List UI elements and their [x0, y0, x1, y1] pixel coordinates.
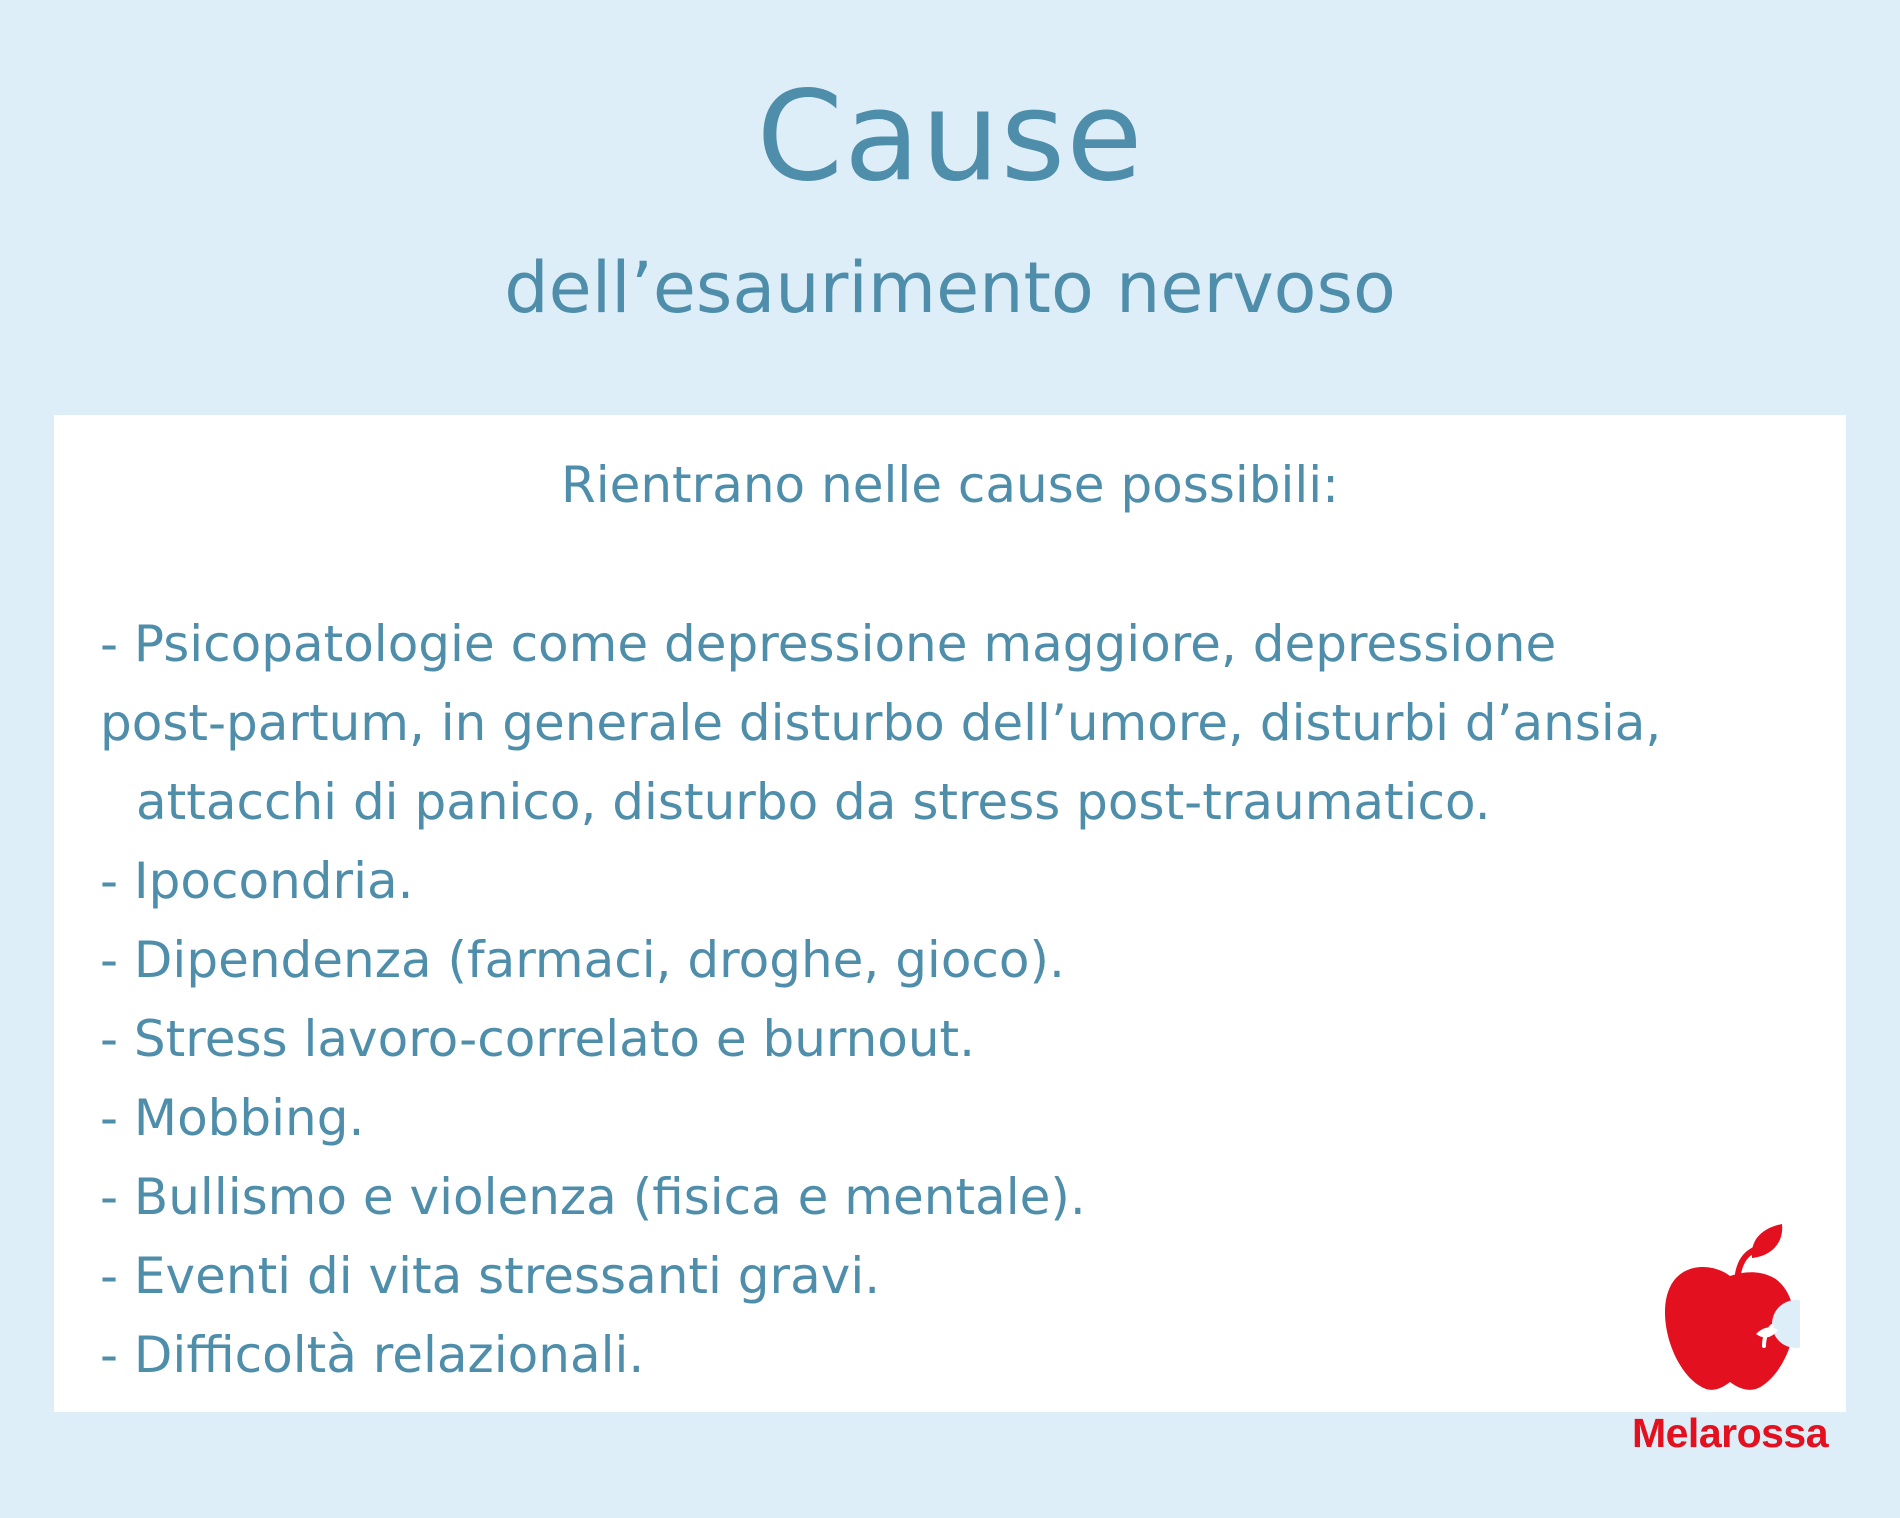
page-title: Cause: [756, 65, 1144, 209]
list-item-line: - Difficoltà relazionali.: [100, 1326, 645, 1384]
list-item: [100, 921, 1800, 1000]
list-item: [100, 1158, 1800, 1237]
list-item-line: - Ipocondria.: [100, 852, 414, 910]
list-item-line: - Stress lavoro-correlato e burnout.: [100, 1010, 976, 1068]
causes-intro: Rientrano nelle cause possibili:: [560, 456, 1340, 514]
list-item: [100, 1316, 1800, 1395]
list-item-line: - Mobbing.: [100, 1089, 365, 1147]
list-item: [100, 1000, 1800, 1079]
list-item-line: attacchi di panico, disturbo da stress post-traumatico.: [136, 773, 1491, 831]
list-item-line: - Bullismo e violenza (fisica e mentale).: [100, 1168, 1086, 1226]
red-apple-logo-icon: [1660, 1222, 1800, 1392]
brand-logo: [1610, 1222, 1850, 1472]
list-item-line: - Eventi di vita stressanti gravi.: [100, 1247, 881, 1305]
page-subtitle: dell’esaurimento nervoso: [504, 247, 1396, 329]
list-item-line: post-partum, in generale disturbo dell’umore, disturbi d’ansia,: [100, 694, 1662, 752]
list-item-line: - Dipendenza (farmaci, droghe, gioco).: [100, 931, 1065, 989]
causes-card: [54, 415, 1846, 1412]
list-item: [100, 605, 1800, 842]
list-item-line: - Psicopatologie come depressione maggiore, depressione: [100, 615, 1557, 673]
causes-list: [100, 605, 1800, 1395]
list-item: [100, 842, 1800, 921]
list-item: [100, 1079, 1800, 1158]
list-item: [100, 1237, 1800, 1316]
brand-name: Melarossa: [1631, 1410, 1829, 1456]
